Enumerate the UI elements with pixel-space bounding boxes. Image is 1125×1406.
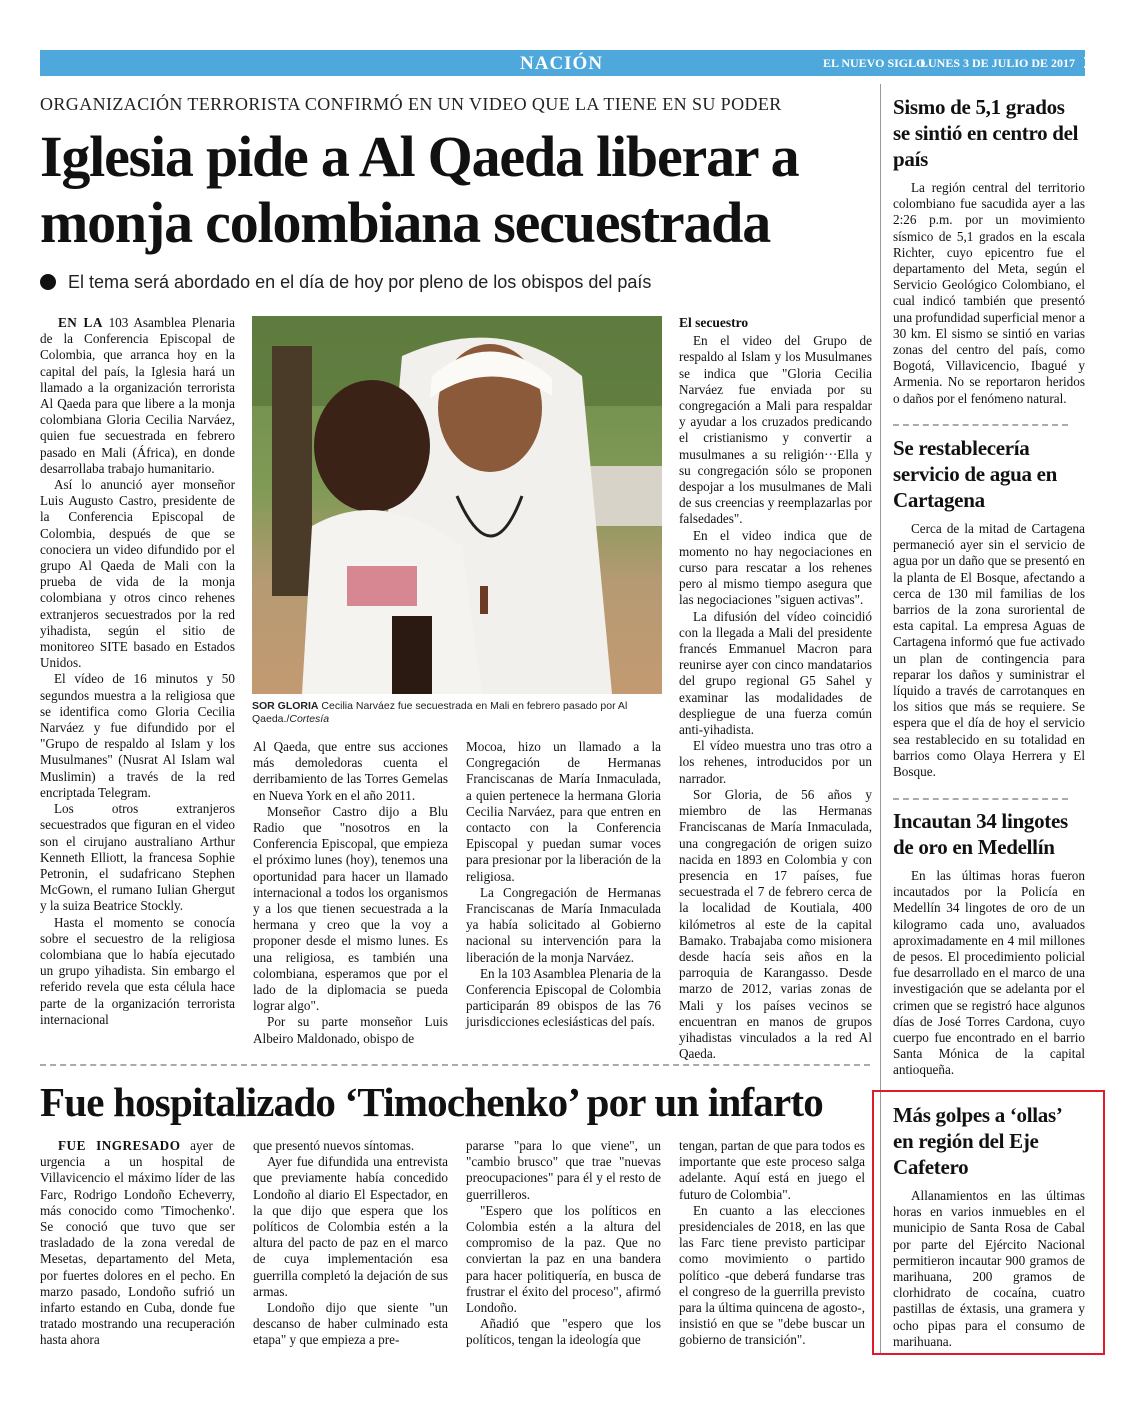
paragraph: pararse "para lo que viene", un "cambio brusco" que trae "nuevas preocupaciones" para él y el resto de guerrilleros. [466, 1138, 661, 1202]
paragraph: En la 103 Asamblea Plenaria de la Conferencia Episcopal de Colombia participarán 89 obispos de las 76 jurisdicciones eclesiásticas del país. [466, 965, 661, 1030]
caption-name: SOR GLORIA [252, 700, 319, 712]
paragraph: tengan, partan de que para todos es importante que este proceso salga adelante. Aquí está en juego el futuro de Colombia". [679, 1138, 865, 1202]
subhead-el-secuestro: El secuestro [679, 315, 749, 330]
second-column-3 [466, 1138, 661, 1349]
sidebar-title: Incautan 34 lingotes de oro en Medellín [893, 809, 1068, 859]
sidebar-body [893, 180, 1085, 407]
paragraph: Mocoa, hizo un llamado a la Congregación de Hermanas Franciscanas de María Inmaculada, a quien pertenece la hermana Gloria Cecilia Narváez, para que entren en contacto con la Conferencia Episcopal y puedan sumar voces para presionar por la liberación de la religiosa. [466, 739, 661, 884]
sidebar-story-oro [893, 808, 1085, 1079]
paragraph: Hasta el momento se conocía sobre el secuestro de la religiosa colombiana que lo había ejecutado un grupo yihadista. Sin embargo el referido revela que esta célula hace parte de la organización terrorista internacional [40, 914, 235, 1027]
second-headline: Fue hospitalizado ‘Timochenko’ por un infarto [40, 1079, 823, 1125]
sidebar-divider [893, 798, 1068, 800]
paragraph: La región central del territorio colombiano fue sacudida ayer a las 2:26 p.m. por un movimiento sísmico de 5,1 grados en la escala Richter, cuyo epicentro fue el departamento del Meta, según el Servicio Geológico Colombiano, el cual indicó también que presentó una profundidad superficial menor a 30 km. El sismo se sintió en varias zonas del centro del país, como Bogotá, Villavicencio, Ibagué y Armenia. No se reportaron heridos o daños por el fenómeno natural. [893, 180, 1085, 406]
paragraph: En cuanto a las elecciones presidenciales de 2018, en las que las Farc tiene previsto participar como movimiento o partido político -que deberá fundarse tras el congreso de la guerrilla previsto para la última quincena de agosto-, insistió en que se "debe buscar un gobierno de transición". [679, 1202, 865, 1348]
sidebar-title: Se restablecería servicio de agua en Cartagena [893, 436, 1058, 512]
main-headline-line2: monja colombiana secuestrada [40, 190, 771, 255]
main-column-2 [253, 739, 448, 1047]
paragraph: que presentó nuevos síntomas. [253, 1138, 415, 1153]
bullet-icon [40, 274, 56, 290]
paragraph: Monseñor Castro dijo a Blu Radio que "nosotros en la Conferencia Episcopal, que empieza el próximo lunes (hoy), tenemos una oportunidad para hacer un llamado internacional a todos los organismos y a los que tienen secuestrada a la hermana y creo que la voy a proponer desde el mismo lunes. Es una religiosa, es también una colombiana, esperamos que por el lado de la diplomacia se pueda lograr algo". [253, 803, 448, 1014]
paragraph: Sor Gloria, de 56 años y miembro de las Hermanas Franciscanas de María Inmaculada, una congregación de origen suizo nacida en 1893 en Colombia y con presencia en 17 países, fue secuestrada el 7 de febrero cerca de la localidad de Koutiala, 400 kilómetros al este de la capital Bamako. Trabajaba como misionera desde hacía seis años en la parroquia de Karangasso. Desde marzo de 2012, varias zonas de Mali y los países vecinos se encuentran en manos de grupos yihadistas vinculados a la red Al Qaeda. [679, 786, 872, 1062]
paragraph: Cerca de la mitad de Cartagena permaneció ayer sin el servicio de agua por un daño que se presentó en la planta de El Bosque, afectando a cerca de 130 mil familias de los barrios de la zona suroriental de esta capital. La empresa Aguas de Cartagena informó que fue activado un plan de contingencia para reparar los daños y suministrar el líquido a través de carrotanques en los sitios que más se requiere. Se espera que el día de hoy el servicio sea restablecido en su totalidad en barrios como Olaya Herrera y El Bosque. [893, 521, 1085, 780]
lead-words: EN LA [58, 315, 103, 330]
publication-name: EL NUEVO SIGLO [823, 56, 926, 70]
paragraph: Londoño dijo que siente "un descanso de haber culminado esta etapa" y que empieza a pre- [253, 1300, 448, 1348]
second-column-1 [40, 1138, 235, 1349]
paragraph: El vídeo de 16 minutos y 50 segundos muestra a la religiosa que se identifica como Gloria Cecilia Narváez y fue difundido por el "Grupo de respaldo al Islam y los Musulmanes" (Nusrat Al Islam wal Muslimin) a través de la red encriptada Telegram. [40, 671, 235, 800]
subdeck-text: El tema será abordado en el día de hoy por pleno de los obispos del país [68, 272, 652, 292]
sidebar-body [893, 1188, 1085, 1350]
nun-photo [252, 316, 662, 694]
paragraph: "Espero que los políticos en Colombia estén a la altura del compromiso de la paz. Que no conviertan la paz en una bandera para hacer politiquería, en busca de frustrar el éxito del proceso", afirmó Londoño. [466, 1202, 661, 1316]
paragraph: Por su parte monseñor Luis Albeiro Maldonado, obispo de [253, 1014, 448, 1046]
paragraph: Ayer fue difundida una entrevista que previamente había concedido Londoño al diario El Espectador, en la que dijo que espera que los políticos de Colombia estén a la altura del pacto de paz en el marco de cuya implementación esa guerrilla completó la dejación de sus armas. [253, 1154, 448, 1299]
sidebar-divider [893, 424, 1068, 426]
sidebar-story-sismo [893, 94, 1085, 407]
section-bar [40, 50, 1107, 76]
paragraph: En el video del Grupo de respaldo al Islam y los Musulmanes se indica que "Gloria Cecilia Narváez fue enviada por su congregación a Mali para respaldar y ayudar a los cruzados predicando el cristianismo y convertir a musulmanes a su religión···Ella y su congregación sólo se proponen despojar a los musulmanes de Mali de sus creencias y reemplazarlas por falsedades". [679, 333, 872, 527]
sidebar-story-agua [893, 435, 1085, 780]
paragraph: Al Qaeda, que entre sus acciones más demoledoras cuenta el derribamiento de las Torres Gemelas en Nueva York en el año 2011. [253, 739, 448, 803]
sidebar-body [893, 868, 1085, 1079]
caption-text: Cecilia Narváez fue secuestrada en Mali en febrero pasado por Al Qaeda./ [252, 700, 628, 725]
paragraph: ayer de urgencia a un hospital de Villavicencio el máximo líder de las Farc, Rodrigo Londoño Echeverry, más conocido como 'Timochenko'. Se conoció que tuvo que ser trasladado de la zona veredal de Mesetas, departamento del Meta, por fuertes dolores en el pecho. En marzo pasado, Londoño sufrió un infarto estando en Cuba, donde fue tratado mostrando una recuperación hasta ahora [40, 1138, 235, 1348]
main-headline-line1: Iglesia pide a Al Qaeda liberar a [40, 124, 799, 189]
lead-words: FUE INGRESADO [58, 1138, 181, 1153]
sidebar-title: Más golpes a ‘ollas’ en región del Eje Cafetero [893, 1103, 1062, 1179]
paragraph: En el video indica que de momento no hay negociaciones en curso para rescatar a los rehenes pero al mismo tiempo asegura que las negociaciones "siguen activas". [679, 527, 872, 608]
photo-caption [252, 700, 662, 726]
paragraph: La difusión del vídeo coincidió con la llegada a Mali del presidente francés Emmanuel Macron para reunirse ayer con cinco mandatarios del grupo regional G5 Sahel y examinar las modalidades de despliegue de una fuerza común anti-yihadista. [679, 608, 872, 738]
paragraph: En las últimas horas fueron incautados por la Policía en Medellín 34 lingotes de oro de un kilogramo cada uno, avaluados aproximadamente en 4 mil millones de pesos. El procedimiento policial fue desarrollado en el marco de una investigación que se adelanta por el crimen que se registró hace algunos días de José Torres Cardona, cuyo cuerpo fue encontrado en el barrio Santa Mónica de la capital antioqueña. [893, 868, 1085, 1078]
paragraph: Allanamientos en las últimas horas en varios inmuebles en el municipio de Santa Rosa de Cabal por parte del Ejército Nacional permitieron incautar 900 gramos de marihuana, 200 gramos de clorhidrato de cocaína, cuatro pastillas de éxtasis, una gramera y ocho pipas para el consumo de marihuana. [893, 1188, 1085, 1349]
main-subdeck [40, 272, 870, 293]
issue-date: LUNES 3 DE JULIO DE 2017 [920, 56, 1076, 70]
main-headline [40, 124, 870, 256]
paragraph: El vídeo muestra uno tras otro a los rehenes, introducidos por un narrador. [679, 738, 872, 786]
sidebar-story-ollas [893, 1102, 1085, 1350]
main-kicker: ORGANIZACIÓN TERRORISTA CONFIRMÓ EN UN VIDEO QUE LA TIENE EN SU PODER [40, 94, 782, 114]
paragraph: La Congregación de Hermanas Franciscanas de María Inmaculada ya había solicitado al Gobierno nacional su intervención para la liberación de la monja Narváez. [466, 884, 661, 965]
main-column-3 [466, 739, 661, 1031]
sidebar-body [893, 521, 1085, 780]
caption-credit: Cortesía [289, 713, 330, 725]
paragraph: Los otros extranjeros secuestrados que figuran en el video son el cirujano australiano Arthur Kenneth Elliott, la francesa Sophie Petronin, el sudafricano Stephen McGown, el rumano Iulian Ghergut y la suiza Beatrice Stockly. [40, 801, 235, 914]
paragraph: Así lo anunció ayer monseñor Luis Augusto Castro, presidente de la Conferencia Episcopal de Colombia, después de que se conociera un video difundido por el grupo Al Qaeda de Mali con la prueba de vida de la monja colombiana y otros cinco rehenes extranjeros secuestrados por la red yihadista, según el sitio de monitoreo SITE basado en Estados Unidos. [40, 477, 235, 671]
section-name: NACIÓN [520, 53, 604, 74]
main-column-4 [679, 315, 872, 1062]
paragraph: 103 Asamblea Plenaria de la Conferencia Episcopal de Colombia, que arranca hoy en la capital del país, la Iglesia hará un llamado a la organización terrorista Al Qaeda para que libere a la monja colombiana Gloria Cecilia Narváez, quien fue secuestrada en febrero pasado en Mali (África), en donde desarrollaba trabajo humanitario. [40, 315, 235, 476]
nun-with-child-image [252, 316, 662, 694]
story-divider [40, 1064, 870, 1066]
page-number: 1B [1083, 52, 1107, 72]
second-column-2 [253, 1138, 448, 1349]
second-column-4 [679, 1138, 865, 1349]
paragraph: Añadió que "espero que los políticos, tengan la ideología que [466, 1316, 661, 1348]
main-column-1 [40, 315, 235, 1028]
sidebar-title: Sismo de 5,1 grados se sintió en centro del país [893, 95, 1079, 171]
